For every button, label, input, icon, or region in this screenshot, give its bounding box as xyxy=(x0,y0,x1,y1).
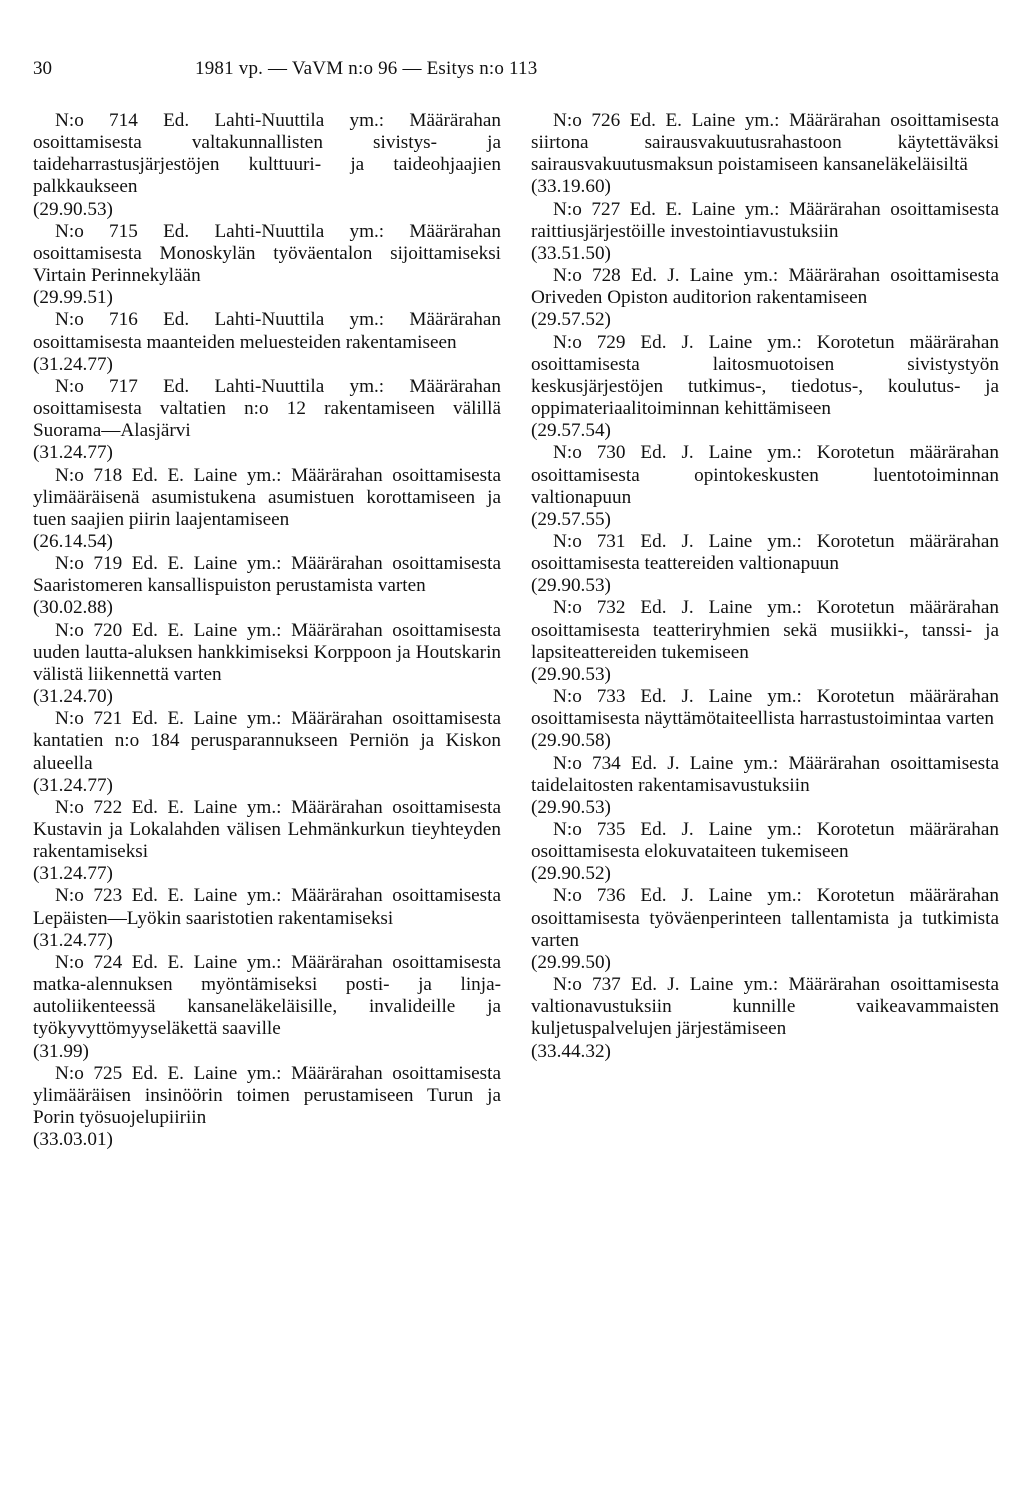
entry xyxy=(33,885,501,951)
entry xyxy=(531,819,999,885)
entry-code: (29.57.52) xyxy=(531,309,611,331)
entry-text: N:o 730 Ed. J. Laine ym.: Korotetun määrärahan osoittamisesta opintokeskusten luentotoiminnan valtionapuun xyxy=(531,442,999,508)
entry-text: N:o 726 Ed. E. Laine ym.: Määrärahan osoittamisesta siirtona sairausvakuutusrahastoon käytettäväksi sairausvakuutusmaksun poistamiseen kansaneläkeläisiltä xyxy=(531,110,999,176)
entry-text: N:o 722 Ed. E. Laine ym.: Määrärahan osoittamisesta Kustavin ja Lokalahden välisen Lehmänkurkun tieyhteyden rakentamiseksi xyxy=(33,796,501,863)
entry-text: N:o 728 Ed. J. Laine ym.: Määrärahan osoittamisesta Oriveden Opiston auditorion rakentamiseen xyxy=(531,265,999,309)
entry-code: (29.90.53) xyxy=(531,663,611,685)
entry xyxy=(531,753,999,819)
entry-code: (33.44.32) xyxy=(531,1040,611,1062)
running-title: 1981 vp. — VaVM n:o 96 — Esitys n:o 113 xyxy=(195,58,538,79)
entry-code: (29.99.51) xyxy=(33,287,113,309)
entry xyxy=(33,465,501,554)
entry xyxy=(531,974,999,1063)
entry xyxy=(33,110,501,221)
entry-text: N:o 725 Ed. E. Laine ym.: Määrärahan osoittamisesta ylimääräisen insinöörin toimen perustamiseen Turun ja Porin työsuojelupiiriin xyxy=(33,1062,501,1129)
entry xyxy=(33,952,501,1063)
entry-code: (31.24.70) xyxy=(33,686,113,708)
entry xyxy=(33,309,501,375)
entry xyxy=(531,442,999,531)
entry xyxy=(531,686,999,752)
entry-text: N:o 733 Ed. J. Laine ym.: Korotetun määrärahan osoittamisesta näyttämötaiteellista harrastustoimintaa varten xyxy=(531,686,999,730)
page-header xyxy=(33,58,1003,86)
page-number: 30 xyxy=(33,58,52,79)
entry-code: (29.57.54) xyxy=(531,420,611,442)
entry-code: (31.24.77) xyxy=(33,774,113,796)
entry xyxy=(531,110,999,199)
entry xyxy=(531,597,999,686)
entry-code: (29.90.53) xyxy=(531,796,611,818)
entry-text: N:o 714 Ed. Lahti-Nuuttila ym.: Määrärahan osoittamisesta valtakunnallisten sivistys- ja taideharrastusjärjestöjen kulttuuri- ja taideohjaajien palkkaukseen xyxy=(33,110,501,198)
entry-code: (33.19.60) xyxy=(531,176,611,198)
entry-text: N:o 721 Ed. E. Laine ym.: Määrärahan osoittamisesta kantatien n:o 184 perusparannukseen Perniön ja Kiskon alueella xyxy=(33,708,501,774)
entry xyxy=(33,797,501,886)
entry-code: (31.24.77) xyxy=(33,442,113,464)
entry-text: N:o 736 Ed. J. Laine ym.: Korotetun määrärahan osoittamisesta työväenperinteen tallentamista ja tutkimista varten xyxy=(531,885,999,951)
entry-code: (26.14.54) xyxy=(33,530,113,552)
entry xyxy=(33,1063,501,1152)
entry-code: (29.90.53) xyxy=(531,575,611,597)
entry xyxy=(531,332,999,443)
entry-code: (29.90.52) xyxy=(531,863,611,885)
entry-code: (29.99.50) xyxy=(531,951,611,973)
entry xyxy=(33,221,501,310)
entry-text: N:o 718 Ed. E. Laine ym.: Määrärahan osoittamisesta ylimääräisenä asumistukena asumistuen korottamiseen ja tuen saajien piirin laajentamiseen xyxy=(33,464,501,530)
entry-code: (31.24.77) xyxy=(33,863,113,885)
entry-code: (30.02.88) xyxy=(33,597,113,619)
entry xyxy=(531,885,999,974)
entry-code: (33.51.50) xyxy=(531,242,611,264)
entry-code: (29.90.58) xyxy=(531,730,611,752)
entry-code: (31.24.77) xyxy=(33,353,113,375)
left-column xyxy=(33,110,501,1151)
entry-text: N:o 729 Ed. J. Laine ym.: Korotetun määrärahan osoittamisesta laitosmuotoisen sivistystyön keskusjärjestöjen tutkimus-, tiedotus-, koulutus- ja oppimateriaalitoiminnan kehittämiseen xyxy=(531,331,999,420)
entry-text: N:o 734 Ed. J. Laine ym.: Määrärahan osoittamisesta taidelaitosten rakentamisavustuksiin xyxy=(531,752,999,796)
entry-text: N:o 731 Ed. J. Laine ym.: Korotetun määrärahan osoittamisesta teattereiden valtionapuun xyxy=(531,530,999,575)
entry xyxy=(531,265,999,331)
entry-text: N:o 715 Ed. Lahti-Nuuttila ym.: Määrärahan osoittamisesta Monoskylän työväentalon sijoittamiseksi Virtain Perinnekylään xyxy=(33,220,501,287)
entry-text: N:o 719 Ed. E. Laine ym.: Määrärahan osoittamisesta Saaristomeren kansallispuiston perustamista varten xyxy=(33,553,501,597)
right-column xyxy=(531,110,999,1063)
entry-text: N:o 732 Ed. J. Laine ym.: Korotetun määrärahan osoittamisesta teatteriryhmien sekä musiikki-, tanssi- ja lapsiteattereiden tukemiseen xyxy=(531,597,999,663)
entry xyxy=(33,620,501,709)
entry-text: N:o 727 Ed. E. Laine ym.: Määrärahan osoittamisesta raittiusjärjestöille investointiavustuksiin xyxy=(531,198,999,242)
entry-code: (31.99) xyxy=(33,1040,89,1062)
entry-text: N:o 717 Ed. Lahti-Nuuttila ym.: Määrärahan osoittamisesta valtatien n:o 12 rakentamiseen välillä Suorama—Alasjärvi xyxy=(33,375,501,442)
entry xyxy=(531,531,999,597)
entry xyxy=(33,708,501,797)
entry-text: N:o 723 Ed. E. Laine ym.: Määrärahan osoittamisesta Lepäisten—Lyökin saaristotien rakentamiseksi xyxy=(33,885,501,929)
entry-text: N:o 724 Ed. E. Laine ym.: Määrärahan osoittamisesta matka-alennuksen myöntämiseksi posti- ja linja-autoliikenteessä kansaneläkeläisille, invalideille ja työkyvyttömyyseläkettä saaville xyxy=(33,951,501,1040)
entry-code: (33.03.01) xyxy=(33,1129,113,1151)
entry xyxy=(33,553,501,619)
entry xyxy=(531,199,999,265)
entry-code: (31.24.77) xyxy=(33,929,113,951)
entry-code: (29.57.55) xyxy=(531,508,611,530)
entry-text: N:o 735 Ed. J. Laine ym.: Korotetun määrärahan osoittamisesta elokuvataiteen tukemiseen xyxy=(531,819,999,863)
entry-text: N:o 737 Ed. J. Laine ym.: Määrärahan osoittamisesta valtionavustuksiin kunnille vaikeavammaisten kuljetuspalvelujen järjestämiseen xyxy=(531,974,999,1040)
entry-text: N:o 716 Ed. Lahti-Nuuttila ym.: Määrärahan osoittamisesta maanteiden meluesteiden rakentamiseen xyxy=(33,309,501,353)
entry xyxy=(33,376,501,465)
entry-text: N:o 720 Ed. E. Laine ym.: Määrärahan osoittamisesta uuden lautta-aluksen hankkimiseksi Korppoon ja Houtskarin välistä liikennettä varten xyxy=(33,619,501,685)
entry-code: (29.90.53) xyxy=(33,198,113,220)
